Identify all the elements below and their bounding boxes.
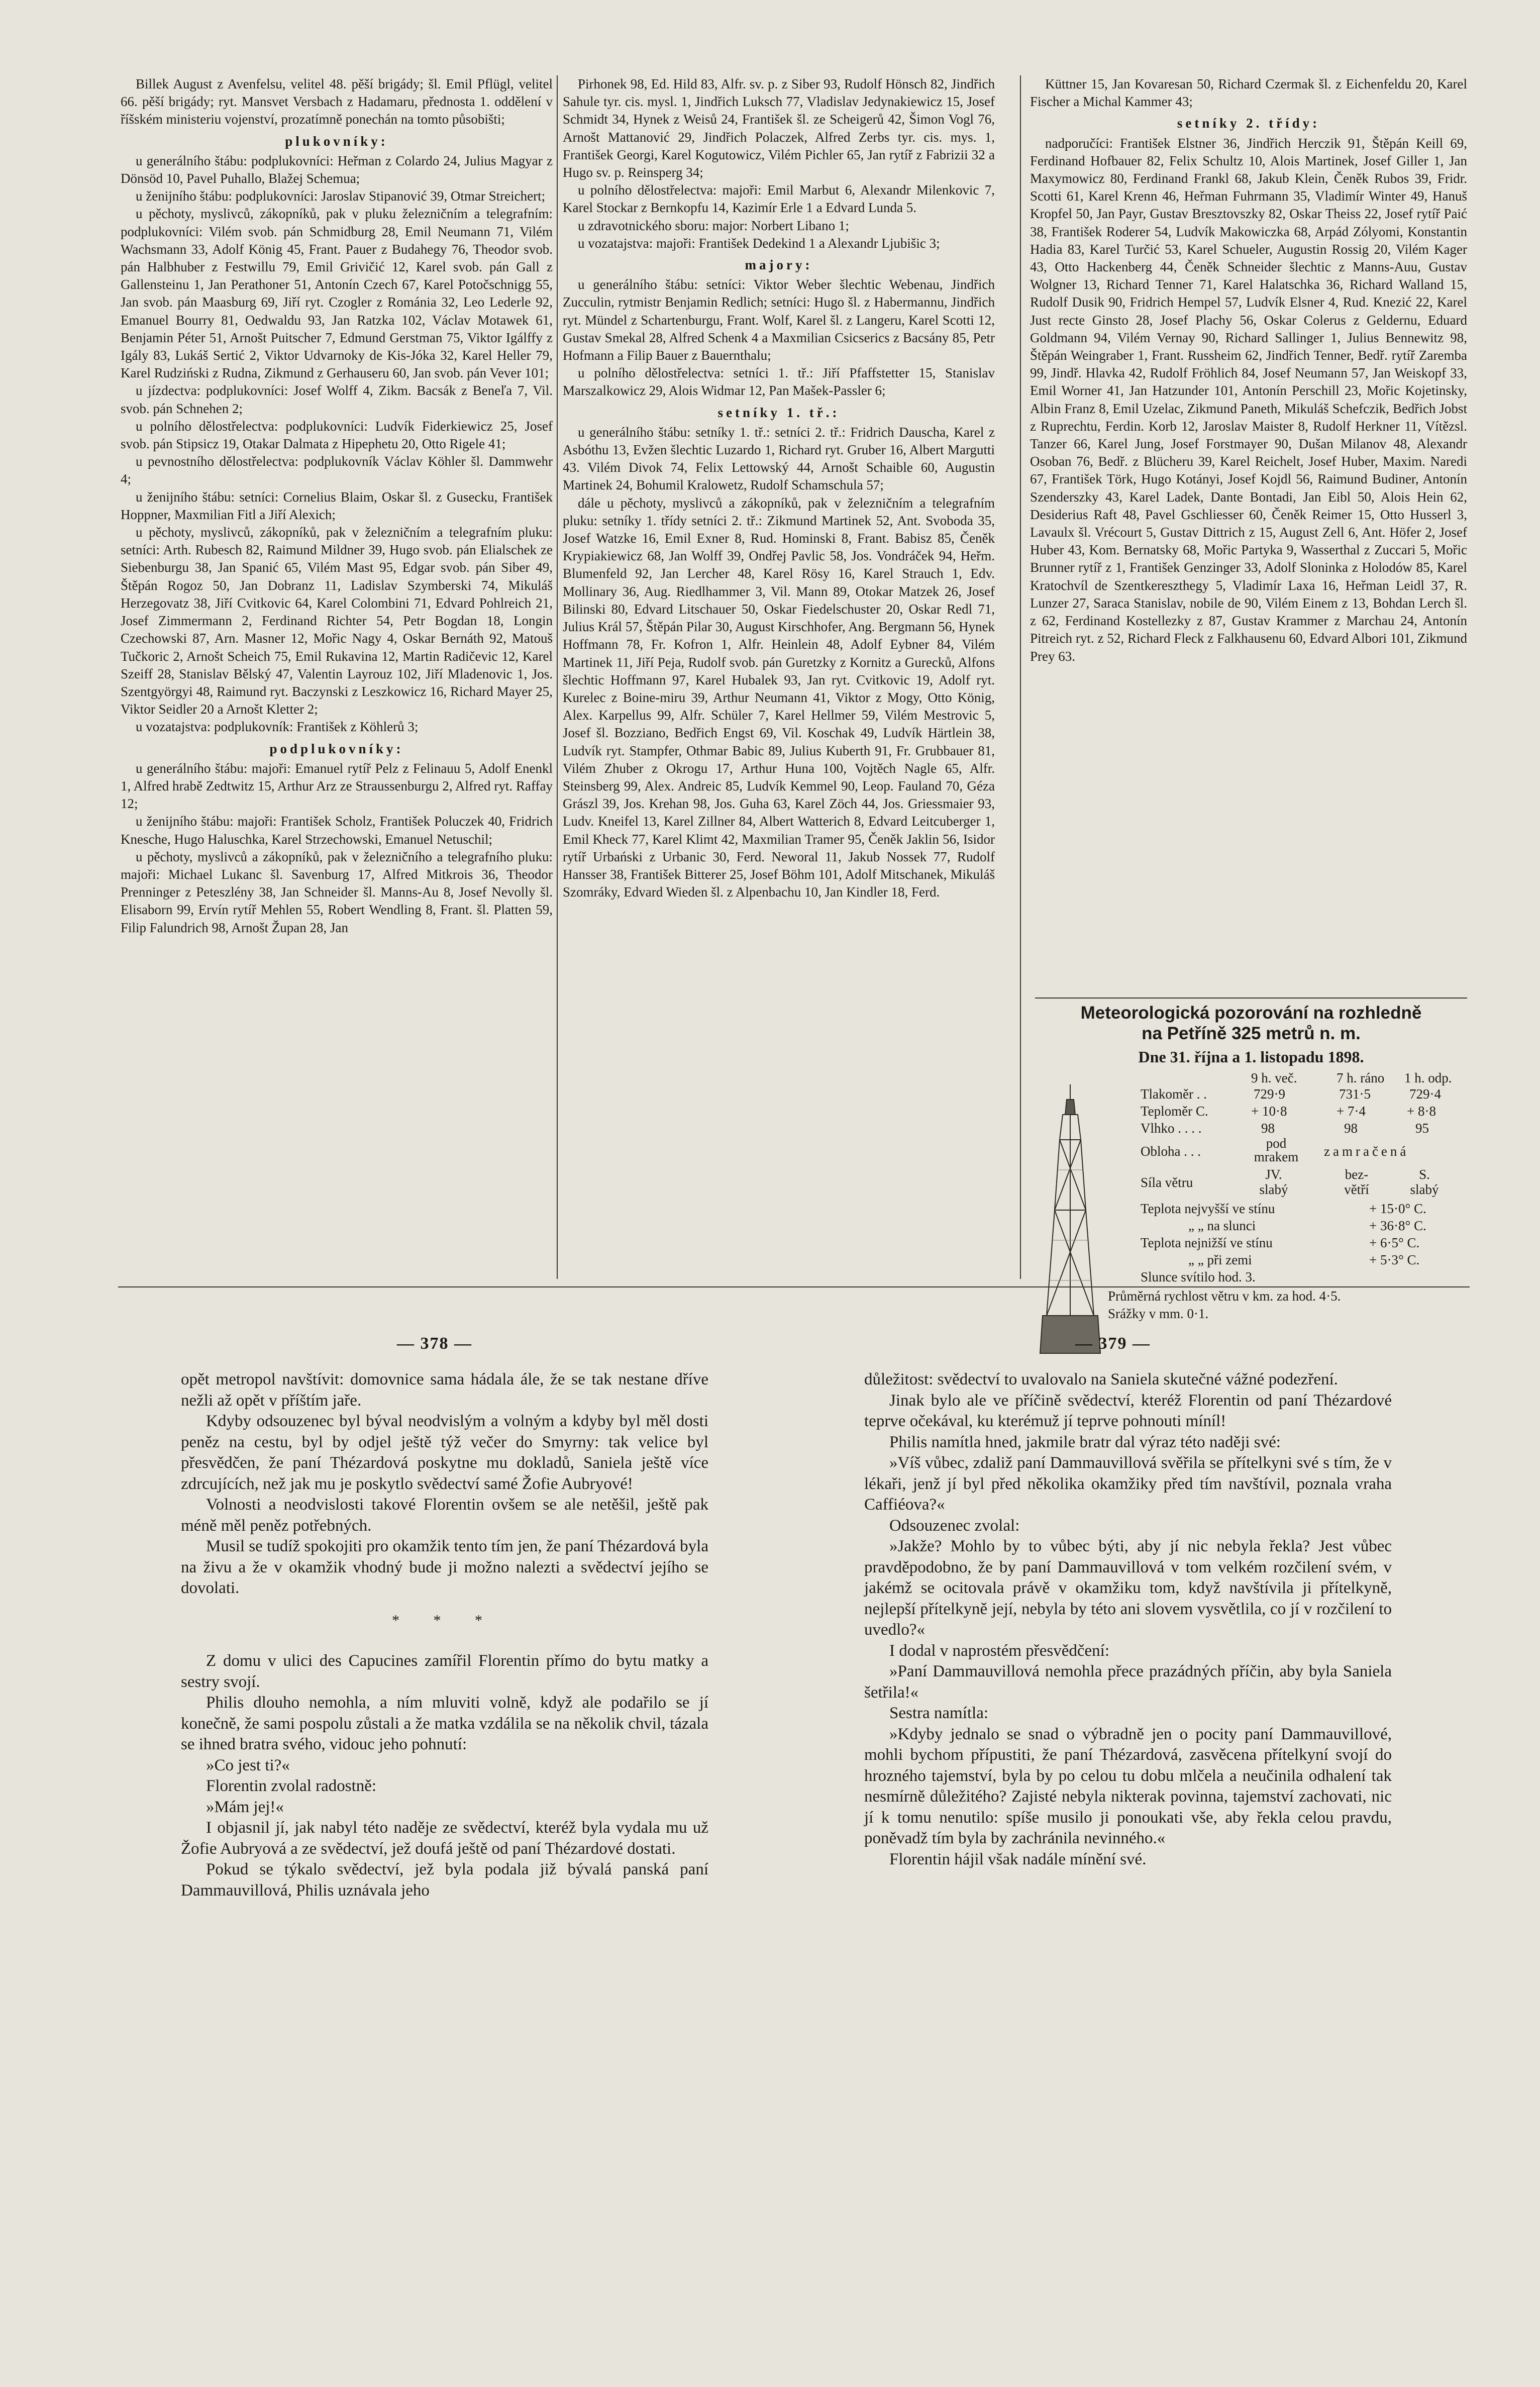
roster-paragraph: u polního dělostřelectva: setníci 1. tř.: Jiří Pfaffstetter 15, Stanislav Marszalkowicz 29, Alois Widmar 12, Pan Mašek-Passler 6;: [563, 365, 995, 399]
col-header: 1 h. odp.: [1404, 1070, 1452, 1085]
box-rule: [1035, 998, 1467, 999]
roster-paragraph: u pěchoty, myslivců, zákopníků, pak v pluku železničním a telegrafním: podplukovníci: Vilém svob. pán Schmidburg 28, Emil Neumann 71, Vilém Wachsmann 33, Adolf König 45, Frant. Pauer z Budahegy 76, Theodor svob. pán Halbhuber z Festwillu 79, Emil Grivičić 12, Karel svob. pán Gall z Gallensteinu 1, Jan Perathoner 51, Antonín Czech 67, Karel Potočschnigg 55, Jan svob. pán Maasburg 69, Jiří ryt. Czogler z Románia 32, Leo Lederle 92, Emanuel Bourry 81, Oedwaldu 93, Jan Ratzka 102, Václav Motawek 61, Benjamin Péter 51, Arnošt Puitscher 7, Edmund Gerstman 75, Viktor Igálffy z Igály 83, Lukáš Sertić 2, Viktor Udvarnoky de Kis-Jóka 32, Karel Heller 79, Karel Rudziński z Rudna, Zikmund z Gerhauseru 60, Jan svob. pán Vever 101;: [121, 206, 553, 381]
story-paragraph: »Víš vůbec, zdaliž paní Dammauvillová svěřila se přítelkyni své s tím, že v lékaři, jenž jí byl před několika okamžiky před tím navštívil, poznala vraha Caffiéova?«: [864, 1454, 1392, 1514]
story-paragraph: »Jakže? Mohlo by to vůbec býti, aby jí nic nebyla řekla? Jest vůbec pravděpodobno, že by paní Dammauvillová v tom velkém rozčilení svém, v jakémž se ocitovala právě v okamžiku tom, když navštívila ji přítelkyně, nejlepší přítelkyně její, nebyla by této ani slovem vysvětlila, co jí v rozčilení to uvedlo?«: [864, 1537, 1392, 1639]
roster-paragraph: u pěchoty, myslivců, zákopníků, pak v železničním a telegrafním pluku: setníci: Arth. Rubesch 82, Raimund Mildner 39, Hugo svob. pán Elialschek ze Siebenburgu 38, Jan Spanić 65, Vilém Mast 95, Edgar svob. pán Siber 49, Štěpán Rogoz 50, Jan Dobranz 11, Ladislav Szymberski 74, Mikuláš Herzegovatz 38, Jiří Cvitkovic 64, Karel Colombini 71, Edvard Pohlreich 21, Josef Zimmermann 2, Ferdinand Richter 54, Petr Bogdan 18, Longin Czechowski 87, Arn. Masner 12, Mořic Nagy 4, Oskar Bernáth 92, Matouš Tučkoric 2, Arnošt Scheich 75, Emil Rukavina 12, Martin Radičevic 12, Karel Szeiff 28, Stanislav Bělský 47, Valentin Layrouz 102, Jiří Mladenovic 1, Jos. Szentgyörgyi 48, Raimund ryt. Baczynski z Leszkowicz 16, Richard Mayer 25, Viktor Seidler 20 a Arnošt Kletter 2;: [121, 525, 553, 717]
section-heading: podplukovníky:: [269, 741, 404, 756]
weather-date: Dne 31. října a 1. listopadu 1898.: [1138, 1048, 1364, 1066]
roster-column-right: [1030, 75, 1467, 980]
weather-sunshine: Slunce svítilo hod. 3.: [1141, 1269, 1256, 1284]
story-paragraph: Odsouzenec zvolal:: [889, 1516, 1020, 1535]
story-paragraph: »Mám jej!«: [206, 1798, 284, 1816]
roster-paragraph: u generálního štábu: setníci: Viktor Weber šlechtic Webenau, Jindřich Zucculin, rytmistr Benjamin Redlich; setníci: Hugo šl. z Habermannu, Jindřich ryt. Mündel z Schartenburgu, Frant. Wolf, Karel šl. z Langeru, Karel Scotti 12, Gustav Smekal 28, Alfred Schenk 4 a Maxmilian Csicserics z Bacsány 85, Petr Hofmann a Filip Bauer z Bauernthalu;: [563, 277, 995, 363]
story-paragraph: Z domu v ulici des Capucines zamířil Florentin přímo do bytu matky a sestry svojí.: [181, 1652, 708, 1691]
story-paragraph: důležitost: svědectví to uvalovalo na Saniela skutečné vážné podezření.: [864, 1370, 1338, 1388]
story-paragraph: »Co jest ti?«: [206, 1756, 290, 1774]
weather-temp-max-sun: „ „ na slunci + 36·8° C.: [1188, 1218, 1426, 1233]
section-heading: majory:: [745, 257, 813, 273]
roster-paragraph: u zdravotnického sboru: major: Norbert Libano 1;: [578, 218, 849, 233]
petrin-tower-icon: [1038, 1079, 1103, 1361]
story-paragraph: Kdyby odsouzenec byl býval neodvislým a volným a kdyby byl měl dosti peněz na cestu, byl by odjel ještě týž večer do Smyrny: tak velice byl přesvědčen, že paní Thézardová poskytne mu dokladů, Saniela ještě více zdrcujících, než jak mu je poskytlo svědectví samé Žofie Aubryové!: [181, 1412, 708, 1493]
story-paragraph: I objasnil jí, jak nabyl této naděje ze svědectví, kteréž byla vydala mu už Žofie Aubryová a ze svědectví, jež doufá ještě od paní Thézardové dostati.: [181, 1819, 708, 1858]
col-header: 9 h. več.: [1251, 1070, 1297, 1085]
section-heading: setníky 1. tř.:: [717, 405, 840, 420]
story-paragraph: Florentin zvolal radostně:: [206, 1777, 377, 1795]
roster-paragraph: u generálního štábu: podplukovníci: Heřman z Colardo 24, Julius Magyar z Dönsöd 10, Pavel Puhallo, Blažej Schemua;: [121, 153, 553, 186]
weather-row-humidity: Vlhko . . . . 98 98 95: [1141, 1121, 1429, 1136]
section-rule: [118, 1286, 1470, 1287]
weather-box: [1033, 1003, 1470, 1321]
story-paragraph: opět metropol navštívit: domovnice sama hádala ále, že se tak nestane dříve nežli až opět v příštím jaře.: [181, 1370, 708, 1410]
weather-temp-min-ground: „ „ při zemi + 5·3° C.: [1188, 1252, 1420, 1267]
story-column-right: [864, 1369, 1392, 2324]
story-paragraph: Jinak bylo ale ve příčině svědectví, kteréž Florentin od paní Thézardové teprve očekával, ku kterémuž jí teprve pohnouti míníl!: [864, 1391, 1392, 1430]
section-break: * * *: [392, 1612, 497, 1629]
section-heading: plukovníky:: [285, 133, 388, 149]
roster-paragraph: u polního dělostřelectva: podplukovníci: Ludvík Fiderkiewicz 25, Josef svob. pán Stipsicz 19, Otakar Dalmata z Hipephetu 20, Otto Rigele 41;: [121, 418, 553, 452]
roster-paragraph: u jízdectva: podplukovníci: Josef Wolff 4, Zikm. Bacsák z Beneľa 7, Vil. svob. pán Schnehen 2;: [121, 383, 553, 416]
roster-column-middle: [563, 75, 995, 1281]
weather-row-wind: Síla větru JV. slabý bez- větří S. slabý: [1141, 1167, 1439, 1197]
roster-paragraph: nadporučíci: František Elstner 36, Jindřich Herczik 91, Štěpán Keill 69, Ferdinand Hofbauer 82, Felix Schultz 10, Alois Martinek, Josef Giller 1, Jan Maxymowicz 80, Ferdinand Frankl 68, Jakub Klein, Čeněk Rubos 39, Fridr. Scotti 61, Karel Krenn 46, Heřman Fuhrmann 35, Vladimír Winter 49, Hanuš Kropfel 50, Jan Payr, Gustav Bresztovszky 82, Oskar Theiss 22, Josef rytíř Paić 38, František Roderer 54, Ludvík Makowiczka 68, Arpád Zólyomi, Konstantin Hadia 83, Karel Turčić 53, Karel Schueler, Augustin Rossig 20, Vilém Kager 43, Otto Hackenberg 44, Čeněk Schneider šlechtic z Manns-Auu, Gustav Wolgner 13, Richard Tenner 71, Karel Halatschka 36, Richard Walland 15, Rudolf Dusik 90, Fridrich Hempel 57, Ludvík Elsner 4, Rud. Knezić 22, Karel Just recte Ginsto 28, Josef Plachy 56, Oskar Colerus z Geldernu, Eduard Goldmann 94, Vilém Vernay 90, Richard Sallinger 1, Julius Bennewitz 98, Štěpán Weingraber 1, Frant. Russheim 62, Jindřich Tenner, Bedř. rytíř Zaremba 99, Jindř. Hlavka 42, Rudolf Fröhlich 84, Josef Neumann 57, Jan Weiskopf 33, Emil Worner 41, Jan Hatzunder 101, Antonín Perschill 23, Mořic Kojetinsky, Albin Franz 8, Emil Uzelac, Zikmund Paneth, Mikuláš Schefczik, Bedřich Jobst z Ruprechtu, Ferdin. Korb 12, Jaroslav Maister 8, Rudolf Herkner 11, Vítězsl. Tanzer 66, Karel Jung, Josef Forstmayer 90, Dušan Milanov 48, Alexandr Osoban 76, Bedř. z Blücheru 39, Karel Reichelt, Josef Huber, Maxim. Naredi 67, František Törk, Hugo Kotányi, Josef Kojdl 56, Raimund Budiner, Antonín Szenderszky 43, Karel Ladek, Dante Bontadi, Jan Eibl 50, Alois Hein 62, Desiderius Raft 48, Pavel Gschliesser 60, Čeněk Reimer 15, Otto Husserl 3, Lavaulx šl. Vrécourt 5, Gustav Dittrich z 15, August Zell 6, Ant. Höfer 2, Josef Huber 43, Kom. Bernatsky 68, Mořic Partyka 9, Wasserthal z Zuccari 5, Mořic Brunner rytíř z 1, František Genzinger 33, Adolf Sloninka z Holodów 85, Karel Kratochvíl de Szentkereszthegy 5, Vladimír Laxa 16, Heřman Leidl 37, R. Lunzer 27, Saraca Stanislav, nobile de 90, Vilém Einem z 13, Bohdan Lerch šl. z 62, Ferdinand Kostellezky z 87, Gustav Krammer z Marchau 24, Antonín Pitreich ryt. z 52, Richard Fleck z Falkhausenu 60, Edvard Albori 101, Zikmund Prey 63.: [1030, 135, 1467, 664]
story-paragraph: I dodal v naprostém přesvědčení:: [889, 1641, 1110, 1660]
story-paragraph: Volnosti a neodvislosti takové Florentin ovšem se ale netěšil, ještě pak méně měl peněz potřebných.: [181, 1496, 708, 1535]
story-column-left: [181, 1369, 708, 2324]
weather-wind-speed: Průměrná rychlost větru v km. za hod. 4·5.: [1108, 1288, 1341, 1304]
story-paragraph: Pokud se týkalo svědectví, jež byla podala již bývalá panská paní Dammauvillová, Philis uznávala jeho: [181, 1860, 708, 1900]
roster-paragraph: dále u pěchoty, myslivců a zákopníků, pak v železničním a telegrafním pluku: setníky 1. třídy setníci 2. tř.: Zikmund Martinek 52, Ant. Svoboda 35, Josef Watzke 16, Emil Exner 8, Rud. Hominski 8, Frant. Babisz 85, Čeněk Krypiakiewicz 68, Jan Wolff 39, Ondřej Pavlic 58, Jos. Vondráček 94, Heřm. Blumenfeld 92, Jan Lercher 48, Karel Rösy 16, Karel Strauch 1, Edv. Mollinary 36, Aug. Riedlhammer 3, Vil. Mann 89, Otokar Matzek 26, Josef Bilinski 80, Edvard Litschauer 50, Oskar Fiedelschuster 20, Oskar Redl 71, Julius Král 57, Štěpán Pilar 30, August Kirschhofer, Ang. Bergmann 56, Hynek Hoffmann 78, Fr. Kofron 1, Alfr. Heinlein 48, Adolf Eybner 84, Vilém Martinek 11, Jiří Peja, Rudolf svob. pán Guretzky z Kornitz a Gurecků, Alfons šlechtic Hoffmann 97, Karel Hubalek 93, Jan ryt. Cvitkovic 19, Adolf ryt. Kurelec z Boine-miru 39, Arthur Neumann 41, Viktor z Mogy, Otto König, Alex. Karpellus 99, Alfr. Schüler 7, Karel Hellmer 59, Vilém Mestrovic 5, Josef šl. Bozziano, Bedřich Engst 69, Vil. Koschak 49, Ludvík Härtlein 38, Ludvík ryt. Stampfer, Othmar Babic 89, Julius Kuberth 91, Fr. Grubbauer 81, Vilém Zhuber z Okrogu 17, Arthur Huna 100, Vojtěch Nagle 65, Alfr. Steinsberg 99, Alex. Andreic 85, Ludvík Kemmel 90, Leop. Fauland 70, Géza Grászl 39, Jos. Krehan 98, Jos. Guha 63, Karel Zöch 44, Jos. Griessmaier 93, Ludv. Kneifel 13, Karel Zillner 84, Albert Watterich 8, Edvard Leitcuberger 1, Emil Kheck 77, Karel Klimt 42, Maxmilian Tramer 95, Čeněk Jaklin 56, Isidor rytíř Urbański z Urbanic 30, Ferd. Neworal 11, Jakub Nossek 77, Rudolf Hansser 38, František Bitterer 25, Josef Böhm 101, Adolf Mitschanek, Mikuláš Szomráky, Edvard Wieden šl. z Alpenbachu 10, Jan Kindler 18, Ferd.: [563, 495, 995, 900]
roster-paragraph: u vozatajstva: majoři: František Dedekind 1 a Alexandr Ljubišic 3;: [578, 235, 940, 251]
roster-paragraph: Küttner 15, Jan Kovaresan 50, Richard Czermak šl. z Eichenfeldu 20, Karel Fischer a Michal Kammer 43;: [1030, 76, 1467, 110]
page-number-right: — 379 —: [1075, 1334, 1151, 1353]
story-paragraph: »Kdyby jednalo se snad o výbradně jen o pocity paní Dammauvillové, mohli bychom přípustiti, že paní Thézardová, zasvěcena přítelkyní svojí do hrozného tajemství, byla by po celou tu dobu mlčela a neučinila odhalení tak nesmírně důležitého? Zajisté nebyla nikterak povinna, tajemství zachovati, nic jí k tomu nenutilo: spíše musilo ji ponoukati vše, aby řekla celou pravdu, poněvadž tím byla by zachránila nevinného.«: [864, 1725, 1392, 1847]
weather-row-temperature: Teploměr C. + 10·8 + 7·4 + 8·8: [1141, 1104, 1436, 1119]
roster-paragraph: Billek August z Avenfelsu, velitel 48. pěší brigády; šl. Emil Pflügl, velitel 66. pěší brigády; ryt. Mansvet Versbach z Hadamaru, přednosta 1. oddělení v říšském ministeriu vojenství, prozatímně ponechán na tomto působišti;: [121, 76, 553, 127]
weather-temp-min-shade: Teplota nejnižší ve stínu + 6·5° C.: [1141, 1235, 1420, 1250]
weather-temp-max-shade: Teplota nejvyšší ve stínu + 15·0° C.: [1141, 1201, 1426, 1216]
roster-paragraph: u pevnostního dělostřelectva: podplukovník Václav Köhler šl. Dammwehr 4;: [121, 454, 553, 487]
roster-paragraph: u vozatajstva: podplukovník: František z Köhlerů 3;: [136, 719, 419, 735]
weather-row-pressure: Tlakoměr . . 729·9 731·5 729·4: [1141, 1086, 1441, 1102]
column-rule: [1020, 75, 1021, 1279]
roster-column-left: [121, 75, 553, 1281]
weather-title: Meteorologická pozorování na rozhledně: [1080, 1003, 1422, 1023]
story-paragraph: Philis dlouho nemohla, a ním mluviti volně, když ale podařilo se jí konečně, že sami pospolu zůstali a že matka vzdálila se na několik chvil, tázala se ihned bratra svého, vidouc jeho pohnutí:: [181, 1694, 708, 1753]
roster-paragraph: u ženijního štábu: majoři: František Scholz, František Poluczek 40, Fridrich Knesche, Hugo Haluschka, Karel Strzechowski, Emanuel Netuschil;: [121, 814, 553, 847]
weather-table: [1033, 1069, 1470, 1323]
roster-paragraph: u generálního štábu: setníky 1. tř.: setníci 2. tř.: Fridrich Dauscha, Karel z Asbóthu 13, Evžen šlechtic Luzardo 1, Richard ryt. Gruber 16, Albert Margutti 43. Vilém Divok 74, Felix Lettowský 44, Arnošt Schaible 60, Augustin Martinek 24, Bohumil Kralowetz, Rudolf Schamschula 57;: [563, 424, 995, 493]
story-paragraph: Florentin hájil však nadále mínění své.: [889, 1850, 1147, 1868]
roster-paragraph: u ženijního štábu: setníci: Cornelius Blaim, Oskar šl. z Gusecku, František Hoppner, Maxmilian Fitl a Jiří Alexich;: [121, 489, 553, 522]
col-header: 7 h. ráno: [1337, 1070, 1385, 1085]
roster-paragraph: u pěchoty, myslivců a zákopníků, pak v železničního a telegrafního pluku: majoři: Michael Lukanc šl. Savenburg 17, Alfred Mitkrois 36, Theodor Prenninger z Peteszlény 38, Jan Schneider šl. Manns-Au 8, Josef Nevolly šl. Elisaborn 99, Ervín rytíř Mehlen 55, Robert Wendling 8, Frant. šl. Platten 59, Filip Falundrich 98, Arnošt Župan 28, Jan: [121, 849, 553, 935]
weather-row-sky: Obloha . . . pod mrakem zamračená: [1141, 1136, 1409, 1164]
section-heading: setníky 2. třídy:: [1177, 116, 1320, 131]
roster-paragraph: u polního dělostřelectva: majoři: Emil Marbut 6, Alexandr Milenkovic 7, Karel Stockar z Bernkopfu 14, Kazimír Erle 1 a Edvard Lunda 5.: [563, 182, 995, 216]
weather-precipitation: Srážky v mm. 0·1.: [1108, 1306, 1209, 1321]
page-number-left: — 378 —: [397, 1334, 472, 1353]
story-paragraph: Philis namítla hned, jakmile bratr dal výraz této naději své:: [889, 1433, 1281, 1451]
story-paragraph: »Paní Dammauvillová nemohla přece prazádných příčin, aby byla Saniela šetřila!«: [864, 1662, 1392, 1702]
weather-subtitle: na Petříně 325 metrů n. m.: [1142, 1024, 1361, 1043]
roster-paragraph: Pirhonek 98, Ed. Hild 83, Alfr. sv. p. z Siber 93, Rudolf Hönsch 82, Jindřich Sahule tyr. cis. mysl. 1, Jindřich Luksch 77, Vladislav Jedynakiewicz 15, Josef Schmidt 34, Hynek z Weisů 24, František šl. ze Scheigerů 42, Šimon Vogl 76, Arnošt Mattanović 29, Jindřich Polaczek, Alfred Zerbs tyr. cis. mys. 1, František Georgi, Karel Kogutowicz, Vilém Pichler 65, Jan rytíř z Fabrizii 32 a Hugo sv. p. Reinsperg 34;: [563, 76, 995, 180]
story-paragraph: Musil se tudíž spokojiti pro okamžik tento tím jen, že paní Thézardová byla na živu a že v okamžik vhodný bude ji možno nalezti a svědectví jejího se dovolati.: [181, 1537, 708, 1597]
story-paragraph: Sestra namítla:: [889, 1704, 989, 1722]
column-rule: [557, 75, 558, 1279]
roster-paragraph: u ženijního štábu: podplukovníci: Jaroslav Stipanović 39, Otmar Streichert;: [136, 188, 546, 204]
roster-paragraph: u generálního štábu: majoři: Emanuel rytíř Pelz z Felinauu 5, Adolf Enenkl 1, Alfred hrabě Zedtwitz 15, Arthur Arz ze Straussenburgu 2, Alfred ryt. Raffay 12;: [121, 760, 553, 812]
